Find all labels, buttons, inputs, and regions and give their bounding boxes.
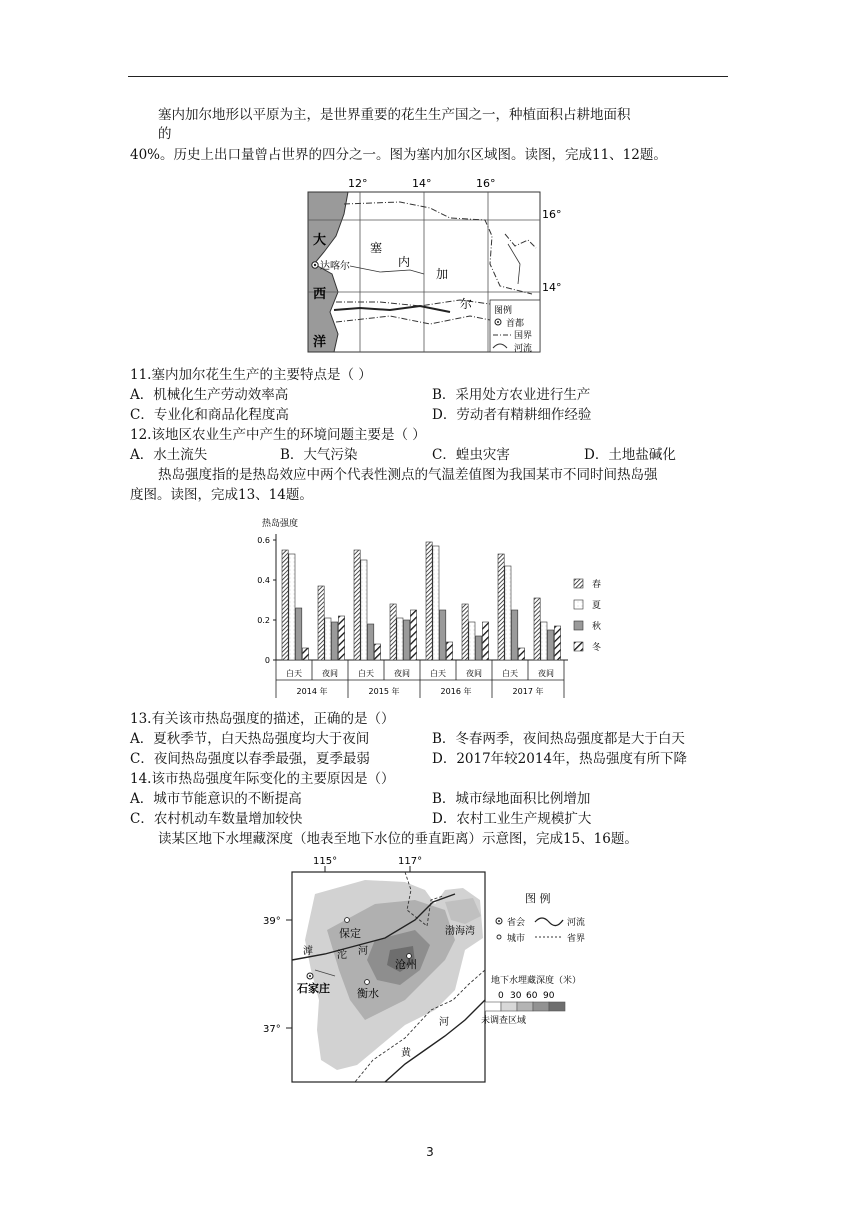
x-tick-label: 白天: [430, 669, 446, 678]
legend-label: 春: [592, 580, 602, 590]
bar: [332, 622, 338, 660]
q11-option-b: B．采用处方农业进行生产: [432, 387, 591, 403]
depth-value: 90: [543, 991, 555, 1001]
river-label: 滹: [303, 946, 313, 957]
lon-label: 117°: [398, 856, 423, 867]
legend-title: 图 例: [525, 892, 551, 905]
bar: [426, 542, 432, 660]
intro1-line2: 的: [158, 126, 172, 142]
lat-label: 14°: [542, 281, 562, 294]
bar: [318, 586, 324, 660]
legend-label: 秋: [592, 622, 602, 632]
groundwater-map: [255, 850, 600, 1090]
legend-label: 冬: [592, 643, 602, 653]
q11-stem: 11.塞内加尔花生生产的主要特点是（ ）: [130, 367, 372, 383]
x-tick-label: 白天: [502, 669, 518, 678]
bar: [554, 626, 560, 660]
lat-label: 39°: [263, 916, 281, 927]
x-tick-label: 夜间: [322, 669, 338, 678]
bar: [433, 546, 439, 660]
bar: [518, 648, 524, 660]
heat-island-chart: [252, 512, 622, 708]
legend-river: 河流: [567, 918, 586, 928]
ocean-label: 西: [313, 287, 327, 302]
x-tick-label: 夜间: [538, 669, 554, 678]
intro1-line1: 塞内加尔地形以平原为主，是世界重要的花生生产国之一，种植面积占耕地面积: [158, 107, 631, 123]
x-tick-label: 白天: [358, 669, 374, 678]
bar: [548, 630, 554, 660]
q13-option-a: A．夏秋季节，白天热岛强度均大于夜间: [130, 731, 370, 747]
bar: [374, 644, 380, 660]
page-number: 3: [426, 1145, 434, 1159]
y-tick-label: 0.4: [257, 576, 270, 585]
q12-option-b: B．大气污染: [280, 447, 358, 463]
bar: [289, 554, 295, 660]
year-label: 2016 年: [440, 687, 472, 696]
q12-stem: 12.该地区农业生产中产生的环境问题主要是（ ）: [130, 427, 426, 443]
q14-option-c: C．农村机动车数量增加较快: [130, 811, 303, 827]
q12-option-a: A．水土流失: [130, 447, 208, 463]
intro2-line1: 热岛强度指的是热岛效应中两个代表性测点的气温差值图为我国某市不同时间热岛强: [158, 467, 658, 483]
intro3: 读某区地下水埋藏深度（地表至地下水位的垂直距离）示意图，完成15、16题。: [158, 831, 638, 847]
unsurveyed-label: 未调查区域: [481, 1016, 527, 1026]
legend-capital: 省会: [507, 918, 526, 928]
depth-legend-title: 地下水埋藏深度（米）: [491, 976, 582, 986]
place-label: 渤海湾: [445, 926, 475, 937]
lat-label: 16°: [542, 208, 562, 221]
bar: [534, 598, 540, 660]
bar: [354, 550, 360, 660]
country-label: 塞: [370, 241, 383, 255]
x-tick-label: 夜间: [394, 669, 410, 678]
bar: [469, 622, 475, 660]
river-label: 河: [358, 946, 368, 957]
intro1-line3: 40%。历史上出口量曾占世界的四分之一。图为塞内加尔区域图。读图，完成11、12题。: [130, 147, 667, 163]
bar: [505, 566, 511, 660]
legend-label: 夏: [592, 601, 602, 611]
bar: [390, 604, 396, 660]
lon-label: 14°: [412, 177, 432, 190]
country-label: 加: [436, 267, 449, 281]
q13-option-b: B．冬春两季，夜间热岛强度都是大于白天: [432, 731, 685, 747]
q13-option-c: C．夜间热岛强度以春季最强，夏季最弱: [130, 751, 370, 767]
year-label: 2014 年: [296, 687, 328, 696]
lon-label: 12°: [348, 177, 368, 190]
river-label: 黄: [401, 1048, 411, 1059]
y-tick-label: 0: [264, 656, 270, 665]
bar: [476, 636, 482, 660]
header-rule: [128, 76, 728, 77]
ocean-label: 洋: [313, 335, 327, 350]
q14-stem: 14.该市热岛强度年际变化的主要原因是（）: [130, 771, 395, 787]
ocean-label: 大: [313, 233, 327, 248]
year-label: 2017 年: [512, 687, 544, 696]
legend-swatch: [574, 600, 583, 609]
place-label: 沧州: [395, 958, 417, 971]
bar: [512, 610, 518, 660]
q12-option-d: D．土地盐碱化: [584, 447, 676, 463]
bar: [296, 608, 302, 660]
bar: [446, 642, 452, 660]
bar: [498, 554, 504, 660]
bar: [397, 618, 403, 660]
q11-option-d: D．劳动者有精耕细作经验: [432, 407, 592, 423]
intro2-line2: 度图。读图，完成13、14题。: [130, 487, 313, 503]
bar: [361, 560, 367, 660]
bar: [404, 620, 410, 660]
senegal-map: [300, 174, 562, 356]
country-label: 尔: [460, 297, 473, 311]
lon-label: 16°: [476, 177, 496, 190]
place-label: 石家庄: [297, 982, 330, 995]
legend-border: 省界: [567, 934, 586, 944]
capital-label: 达喀尔: [320, 261, 350, 272]
depth-value: 30: [510, 991, 522, 1001]
bar: [338, 616, 344, 660]
x-tick-label: 白天: [286, 669, 302, 678]
q12-option-c: C．蝗虫灾害: [432, 447, 510, 463]
bar: [440, 610, 446, 660]
legend-river: 河流: [514, 344, 533, 354]
q11-option-c: C．专业化和商品化程度高: [130, 407, 289, 423]
river-label: 河: [439, 1017, 449, 1028]
year-label: 2015 年: [368, 687, 400, 696]
bar: [410, 610, 416, 660]
bar: [302, 648, 308, 660]
q13-stem: 13.有关该市热岛强度的描述，正确的是（）: [130, 711, 395, 727]
q14-option-a: A．城市节能意识的不断提高: [130, 791, 302, 807]
country-label: 内: [398, 255, 411, 269]
legend-swatch: [574, 642, 583, 651]
x-tick-label: 夜间: [466, 669, 482, 678]
y-axis-label: 热岛强度: [262, 519, 299, 529]
q14-option-b: B．城市绿地面积比例增加: [432, 791, 591, 807]
bar: [368, 624, 374, 660]
depth-value: 60: [526, 991, 538, 1001]
bar: [325, 618, 331, 660]
q13-option-d: D．2017年较2014年，热岛强度有所下降: [432, 751, 688, 767]
legend-swatch: [574, 621, 583, 630]
depth-value: 0: [498, 991, 504, 1001]
place-label: 保定: [339, 927, 361, 940]
bar: [482, 622, 488, 660]
place-label: 衡水: [357, 987, 379, 1000]
legend-border: 国界: [514, 331, 533, 341]
y-tick-label: 0.6: [257, 536, 270, 545]
y-tick-label: 0.2: [257, 616, 270, 625]
q11-option-a: A．机械化生产劳动效率高: [130, 387, 289, 403]
legend-city: 城市: [507, 934, 526, 944]
legend-capital: 首都: [506, 319, 525, 329]
lat-label: 37°: [263, 1024, 281, 1035]
bar: [541, 622, 547, 660]
legend-swatch: [574, 579, 583, 588]
lon-label: 115°: [313, 856, 338, 867]
bar: [462, 604, 468, 660]
bar: [282, 550, 288, 660]
legend-title: 图例: [494, 306, 513, 316]
river-label: 沱: [337, 950, 347, 961]
q14-option-d: D．农村工业生产规模扩大: [432, 811, 592, 827]
